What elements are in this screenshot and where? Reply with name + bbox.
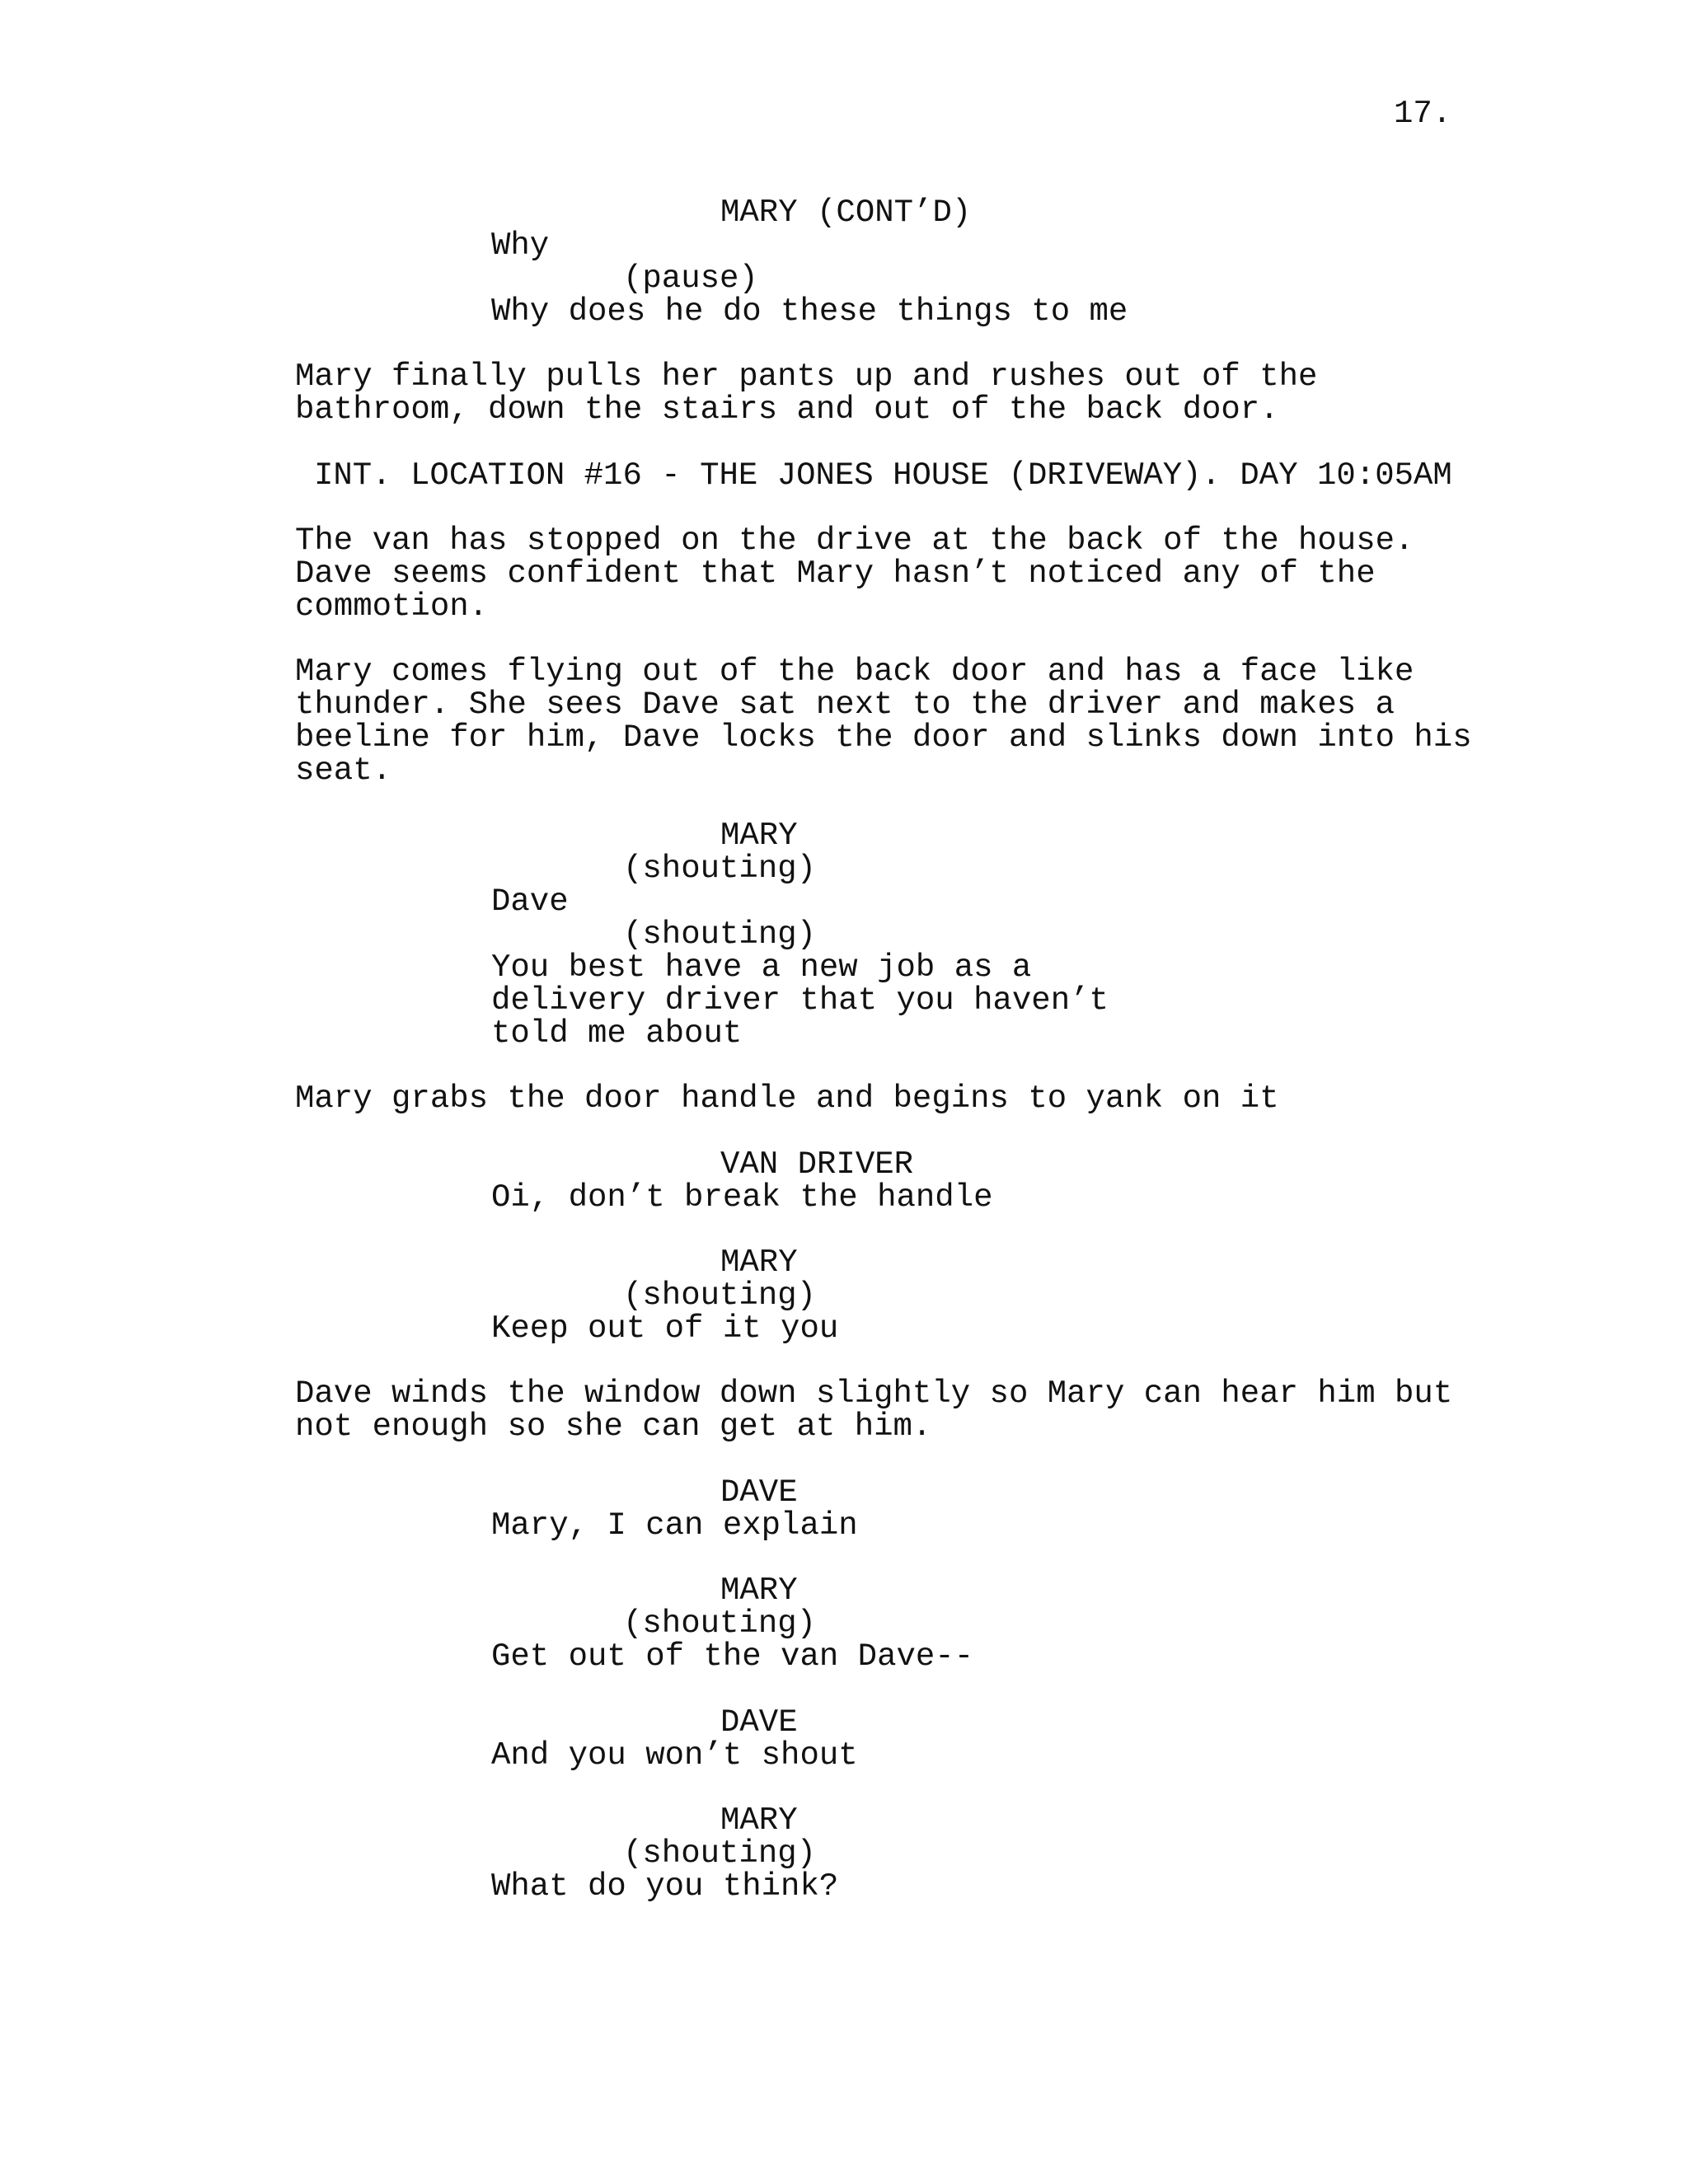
action-line: thunder. She sees Dave sat next to the driver and makes a [295, 687, 1395, 723]
character-name: MARY [720, 1572, 798, 1609]
action-line: Mary comes flying out of the back door and has a face like [295, 654, 1414, 690]
parenthetical: (shouting) [623, 1605, 817, 1642]
dialogue-line: delivery driver that you haven’t [491, 982, 1109, 1019]
dialogue-line: Why does he do these things to me [491, 293, 1128, 330]
dialogue-line: Mary, I can explain [491, 1507, 858, 1544]
dialogue-line: Why [491, 227, 550, 264]
action-line: Dave seems confident that Mary hasn’t noticed any of the [295, 555, 1376, 592]
dialogue-line: What do you think? [491, 1868, 839, 1905]
dialogue-line: Keep out of it you [491, 1310, 839, 1347]
page-number: 17. [1394, 96, 1452, 132]
character-name: VAN DRIVER [720, 1146, 914, 1183]
parenthetical: (shouting) [623, 916, 817, 953]
dialogue-line: And you won’t shout [491, 1737, 858, 1774]
action-line: commotion. [295, 588, 489, 625]
dialogue-line: told me about [491, 1015, 743, 1052]
dialogue-line: Oi, don’t break the handle [491, 1179, 993, 1216]
dialogue-line: Dave [491, 883, 569, 920]
parenthetical: (shouting) [623, 1277, 817, 1314]
parenthetical: (pause) [623, 260, 758, 297]
action-line: bathroom, down the stairs and out of the back door. [295, 391, 1279, 428]
dialogue-line: You best have a new job as a [491, 949, 1032, 986]
action-line: Mary finally pulls her pants up and rushes out of the [295, 359, 1318, 395]
action-line: not enough so she can get at him. [295, 1408, 932, 1445]
action-line: beeline for him, Dave locks the door and slinks down into his [295, 719, 1472, 756]
action-line: Dave winds the window down slightly so Mary can hear him but [295, 1376, 1453, 1412]
character-name: MARY [720, 1802, 798, 1839]
parenthetical: (shouting) [623, 851, 817, 887]
parenthetical: (shouting) [623, 1835, 817, 1872]
action-line: Mary grabs the door handle and begins to yank on it [295, 1080, 1279, 1117]
action-line: seat. [295, 752, 392, 789]
character-name: DAVE [720, 1474, 798, 1511]
character-name: MARY (CONT’D) [720, 194, 972, 231]
scene-heading: INT. LOCATION #16 - THE JONES HOUSE (DRIVEWAY). DAY 10:05AM [314, 457, 1452, 494]
action-line: The van has stopped on the drive at the back of the house. [295, 523, 1414, 559]
character-name: MARY [720, 1244, 798, 1281]
character-name: MARY [720, 818, 798, 854]
character-name: DAVE [720, 1704, 798, 1741]
dialogue-line: Get out of the van Dave-- [491, 1638, 974, 1675]
